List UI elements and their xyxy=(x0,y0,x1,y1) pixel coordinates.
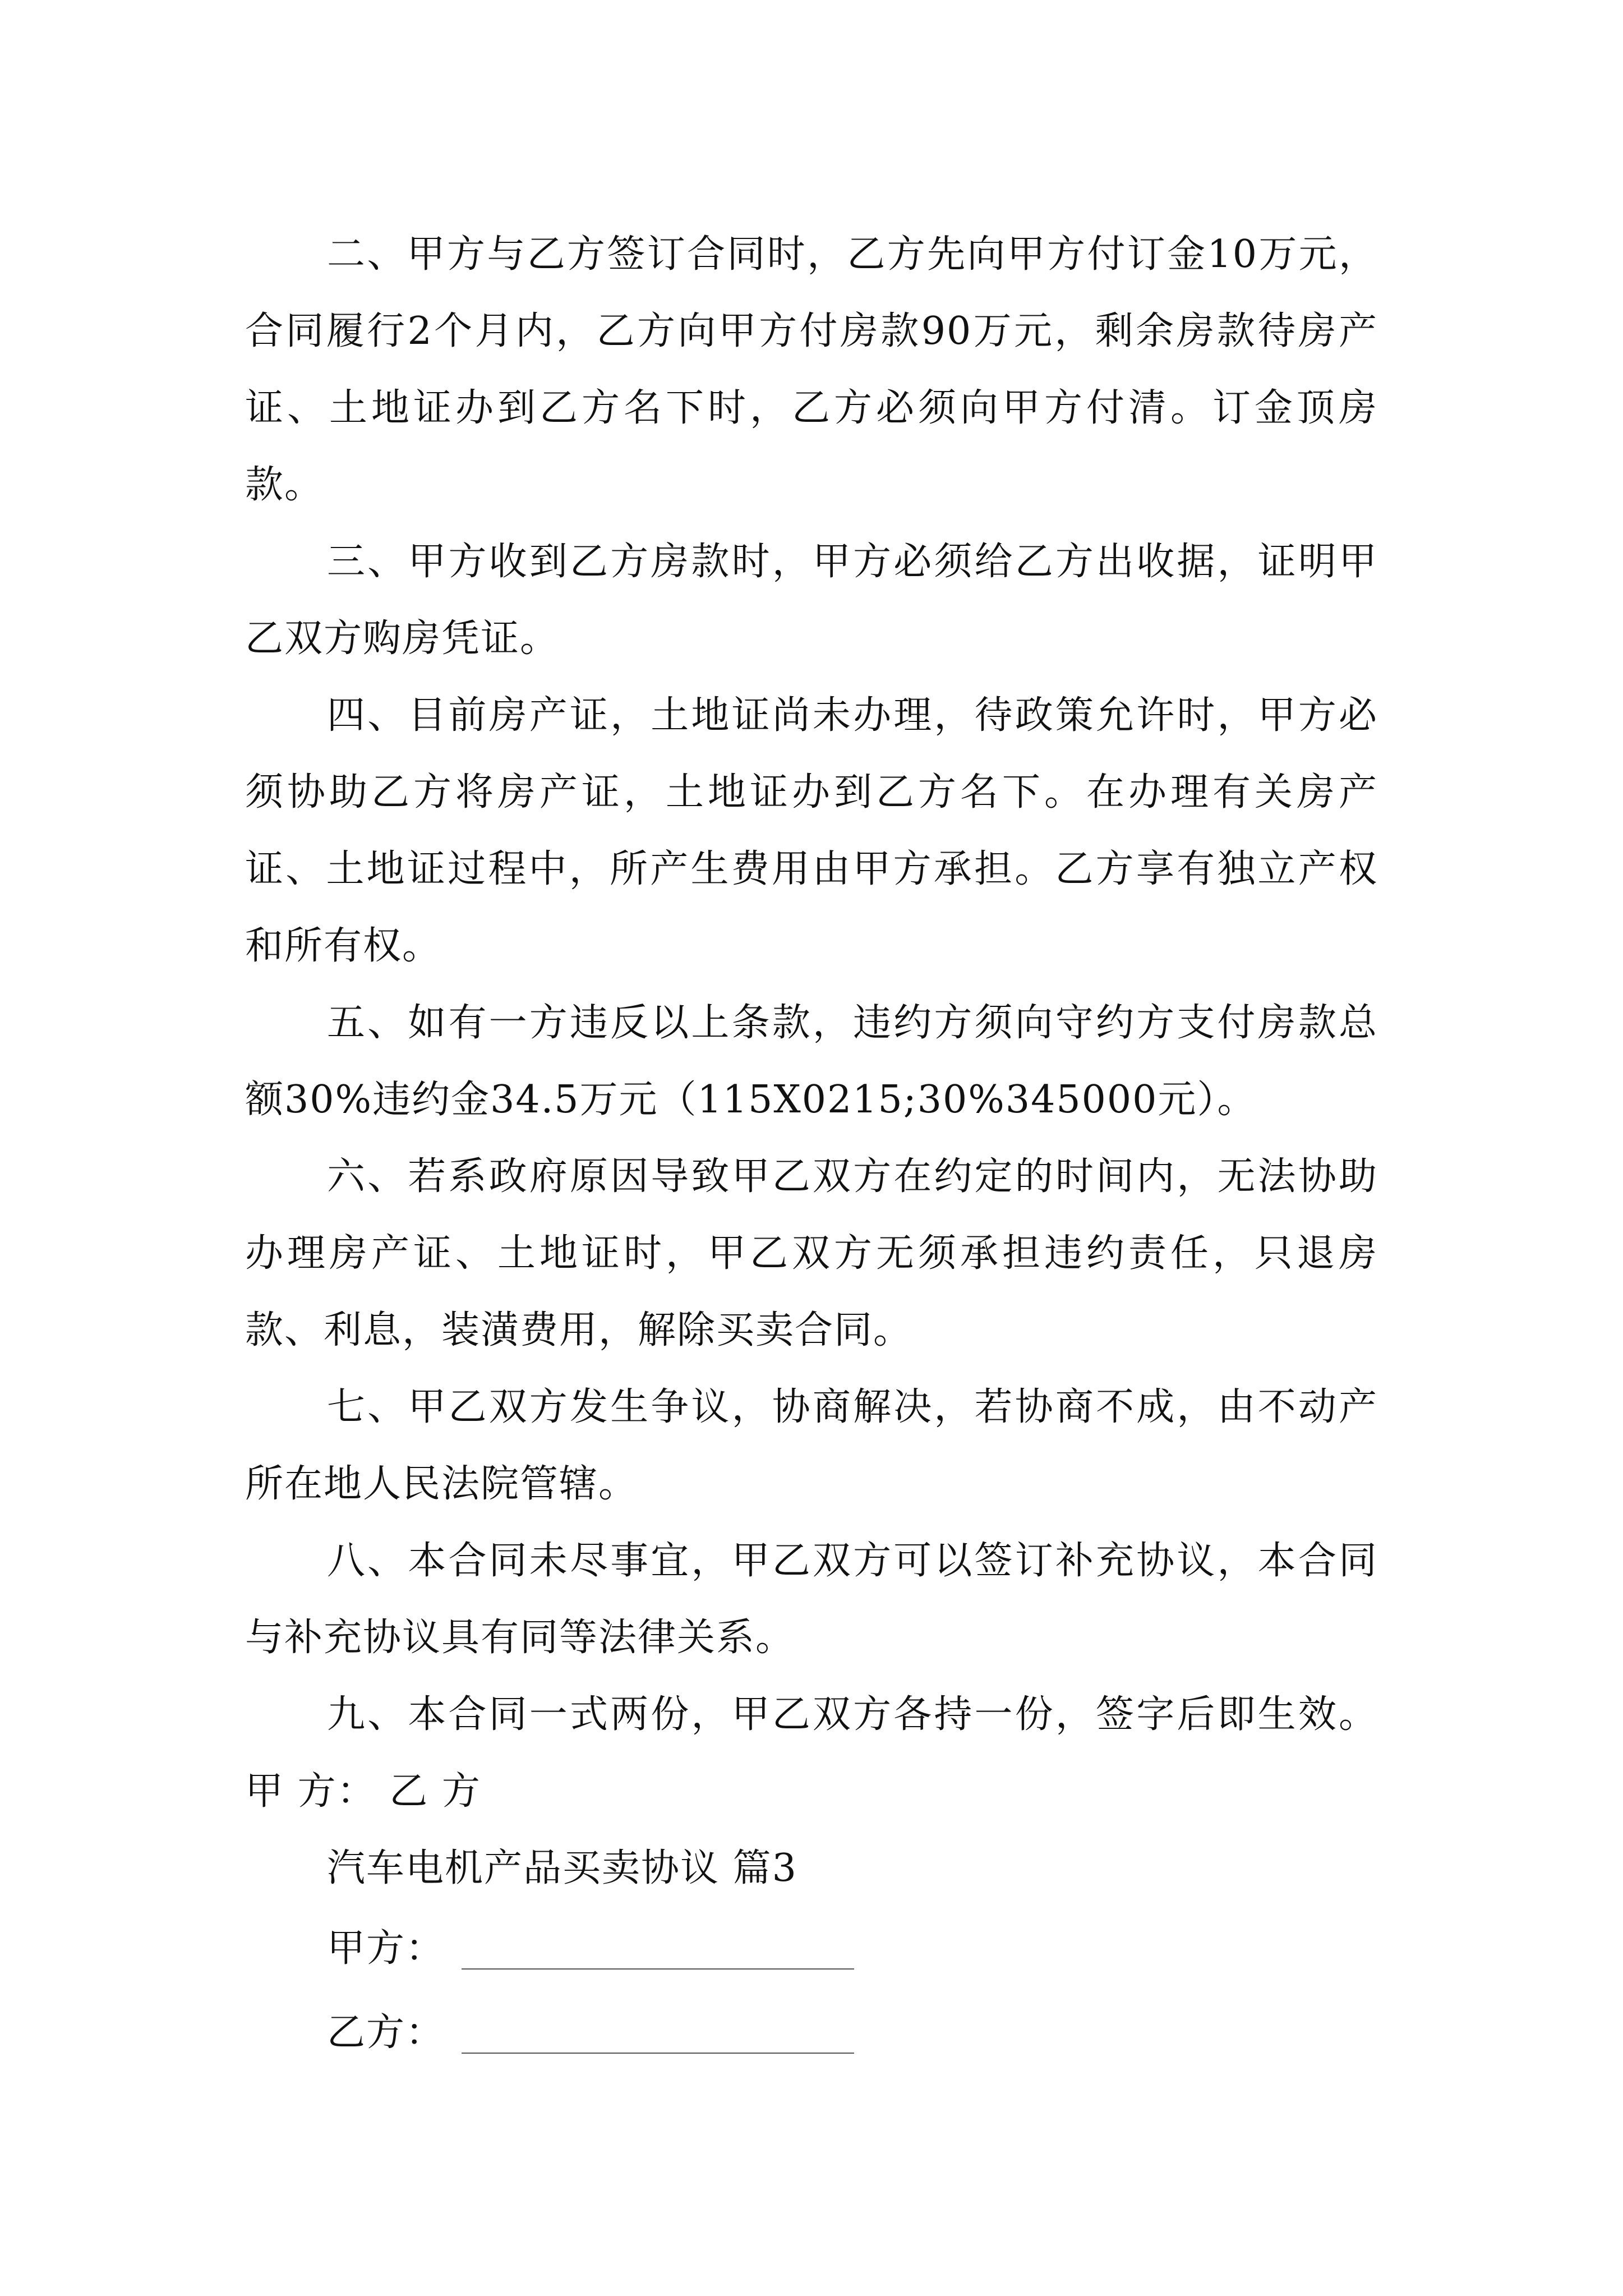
party-a-blank[interactable] xyxy=(462,1968,854,1970)
party-a-label: 甲方： xyxy=(327,1926,445,1971)
party-b-row xyxy=(245,1991,1378,2075)
clause-2: 二、甲方与乙方签订合同时，乙方先向甲方付订金10万元，合同履行2个月内，乙方向甲方付房款90万元，剩余房款待房产证、土地证办到乙方名下时，乙方必须向甲方付清。订金顶房款。 xyxy=(245,232,1378,507)
clause-3: 三、甲方收到乙方房款时，甲方必须给乙方出收据，证明甲乙双方购房凭证。 xyxy=(245,540,1378,661)
clause-5: 五、如有一方违反以上条款，违约方须向守约方支付房款总额30%违约金34.5万元（115X0215;30%345000元）。 xyxy=(245,1001,1378,1122)
section-title: 汽车电机产品买卖协议 篇3 xyxy=(327,1846,797,1890)
clause-9: 九、本合同一式两份，甲乙双方各持一份，签字后即生效。甲 方： 乙 方 xyxy=(245,1692,1378,1814)
party-a-row xyxy=(245,1907,1378,1991)
clause-8: 八、本合同未尽事宜，甲乙双方可以签订补充协议，本合同与补充协议具有同等法律关系。 xyxy=(245,1539,1378,1660)
clause-6: 六、若系政府原因导致甲乙双方在约定的时间内，无法协助办理房产证、土地证时，甲乙双方无须承担违约责任，只退房款、利息，装潢费用，解除买卖合同。 xyxy=(245,1154,1378,1352)
clause-4: 四、目前房产证，土地证尚未办理，待政策允许时，甲方必须协助乙方将房产证，土地证办到乙方名下。在办理有关房产证、土地证过程中，所产生费用由甲方承担。乙方享有独立产权和所有权。 xyxy=(245,693,1378,968)
party-b-label: 乙方： xyxy=(327,2010,445,2055)
clause-7: 七、甲乙双方发生争议，协商解决，若协商不成，由不动产所在地人民法院管辖。 xyxy=(245,1385,1378,1506)
party-b-blank[interactable] xyxy=(462,2053,854,2054)
